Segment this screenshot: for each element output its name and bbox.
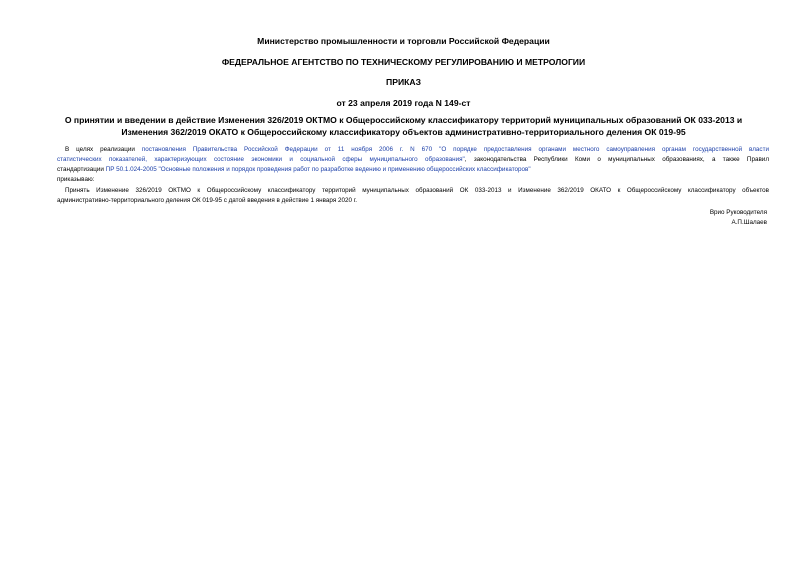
signature-name: А.П.Шалаев (731, 219, 767, 226)
document-title-line-2: Изменения 362/2019 ОКАТО к Общероссийскому классификатору объектов административно-территориального деления ОК 019-95 (121, 127, 686, 137)
agency-name: ФЕДЕРАЛЬНОЕ АГЕНТСТВО ПО ТЕХНИЧЕСКОМУ РЕГУЛИРОВАНИЮ И МЕТРОЛОГИИ (221, 57, 586, 67)
standard-pr-link[interactable]: ПР 50.1.024-2005 "Основные положения и порядок проведения работ по разработке ведению и применению общероссийских классификаторов" (105, 166, 531, 173)
ministry-name: Министерство промышленности и торговли Российской Федерации (257, 36, 550, 46)
preamble-text-standardization: стандартизации (57, 166, 106, 173)
government-decree-link[interactable]: постановления Правительства Российской Федерации от 11 ноября 2006 г. N 670 "О порядке предоставления органами местного самоуправления органам государственной власти (141, 146, 769, 153)
document-title-line-1: О принятии и введении в действие Изменения 326/2019 ОКТМО к Общероссийскому классификатору территорий муниципальных образований ОК 033-2013 и (64, 115, 743, 125)
order-line-1: Принять Изменение 326/2019 ОКТМО к Общероссийскому классификатору территорий муниципальных образований ОК 033-2013 и Изменение 362/2019 ОКАТО к Общероссийскому классификатору объектов (65, 187, 769, 194)
order-paragraph (57, 186, 769, 206)
preamble-line-2 (57, 155, 769, 165)
preamble-text-komi: , законодательства Республики Коми о муниципальных образованиях, а также Правил (464, 156, 769, 163)
signature-position: Врио Руководителя (709, 209, 767, 216)
government-decree-link-continued[interactable]: статистических показателей, характеризующих состояние экономики и социальной сферы муниципального образования" (57, 156, 465, 163)
order-line-2: административно-территориального деления ОК 019-95 с датой введения в действие 1 января 2020 г. (57, 197, 358, 204)
order-word: приказываю: (57, 176, 95, 183)
document-type: ПРИКАЗ (386, 77, 421, 87)
preamble-text-intro: В целях реализации (65, 146, 142, 153)
preamble-line-1 (57, 145, 769, 155)
preamble-line-3 (57, 165, 769, 175)
preamble-paragraph (57, 145, 769, 185)
document-date-number: от 23 апреля 2019 года N 149-ст (336, 98, 471, 108)
